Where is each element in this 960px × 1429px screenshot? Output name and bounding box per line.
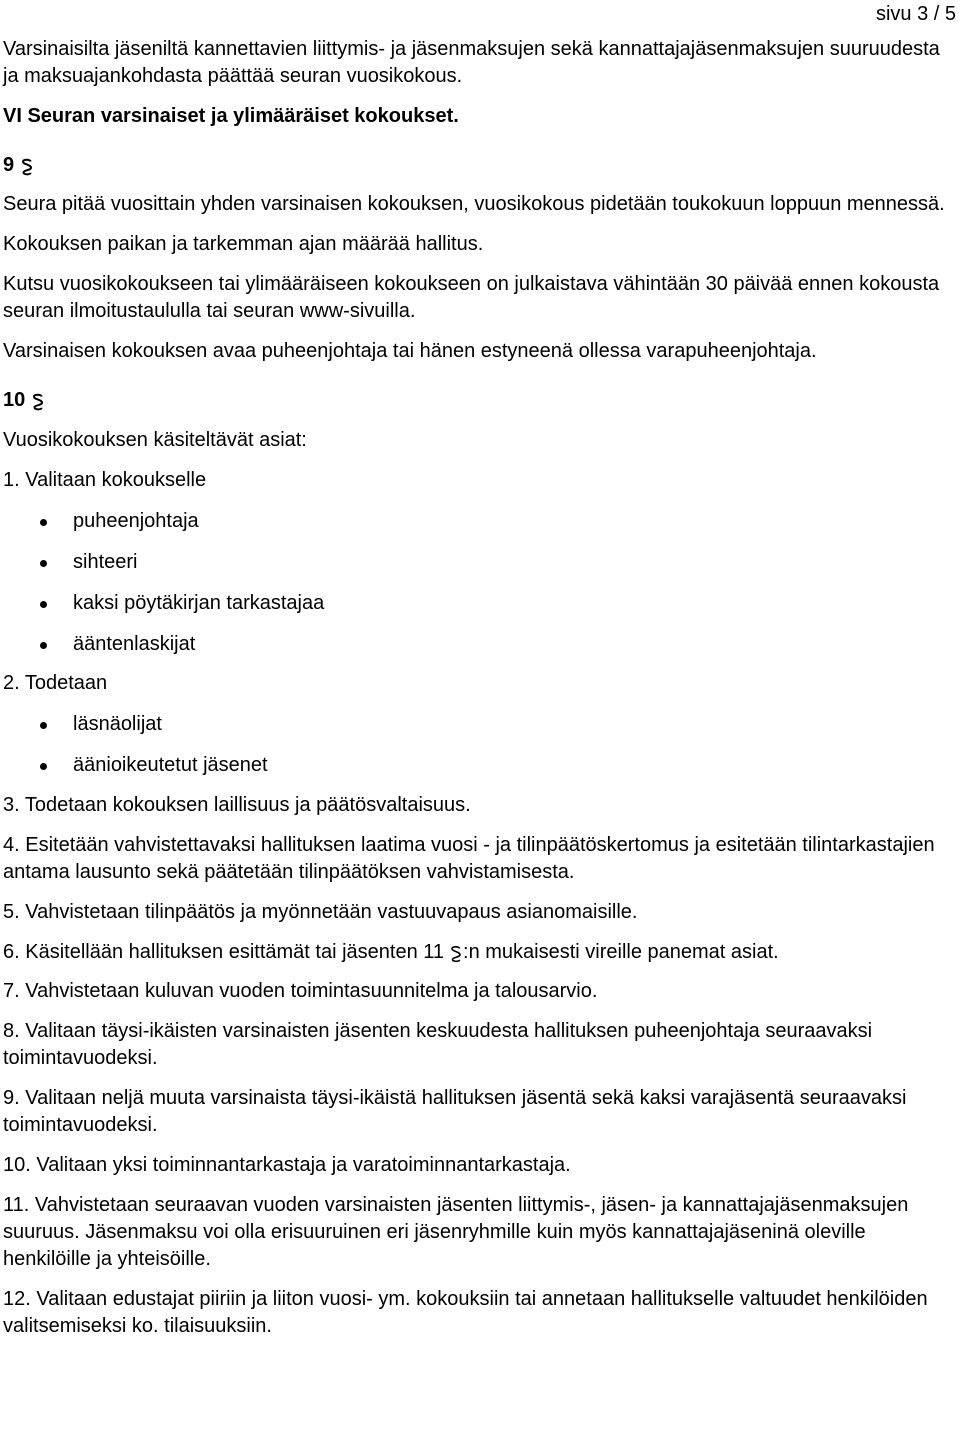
intro-paragraph: Varsinaisilta jäseniltä kannettavien liittymis- ja jäsenmaksujen sekä kannattajajäsenmaksujen suuruudesta ja maksuajankohdasta päättää seuran vuosikokous.	[3, 38, 940, 87]
agenda-item-10: 10. Valitaan yksi toiminnantarkastaja ja varatoiminnantarkastaja.	[3, 1154, 571, 1176]
agenda-item-5: 5. Vahvistetaan tilinpäätös ja myönnetään vastuuvapaus asianomaisille.	[3, 901, 638, 923]
agenda-item-7: 7. Vahvistetaan kuluvan vuoden toimintasuunnitelma ja talousarvio.	[3, 980, 598, 1002]
section-9-para-1: Seura pitää vuosittain yhden varsinaisen kokouksen, vuosikokous pidetään toukokuun loppuun mennessä.	[3, 193, 945, 215]
section-9-para-3: Kutsu vuosikokoukseen tai ylimääräiseen kokoukseen on julkaistava vähintään 30 päivää ennen kokousta seuran ilmoitustaululla tai seuran www-sivuilla.	[3, 273, 940, 322]
list-item: äänioikeutetut jäsenet	[3, 752, 953, 779]
agenda-item-12: 12. Valitaan edustajat piiriin ja liiton vuosi- ym. kokouksiin tai annetaan hallitukselle valtuudet henkilöiden valitsemiseksi ko. tilaisuuksiin.	[3, 1288, 928, 1337]
agenda-item-2: 2. Todetaan	[3, 672, 108, 694]
agenda-item-6: 6. Käsitellään hallituksen esittämät tai jäsenten 11 :n mukaisesti vireille panemat asiat.	[3, 941, 779, 963]
page-number: sivu 3 / 5	[875, 3, 956, 25]
section-10-heading	[3, 387, 953, 414]
section-sign-icon	[31, 393, 45, 411]
document-body	[3, 36, 953, 1340]
list-item: läsnäolijat	[3, 711, 953, 738]
bullet-icon	[40, 722, 47, 729]
agenda-item-2-list	[3, 711, 953, 779]
bullet-icon	[40, 763, 47, 770]
bullet-icon	[40, 642, 47, 649]
list-item: ääntenlaskijat	[3, 631, 953, 658]
agenda-item-1-list	[3, 508, 953, 658]
bullet-icon	[40, 519, 47, 526]
bullet-icon	[40, 601, 47, 608]
section-sign-icon	[20, 158, 34, 176]
section-10-intro: Vuosikokouksen käsiteltävät asiat:	[3, 429, 307, 451]
section-9-heading	[3, 152, 953, 179]
list-item: kaksi pöytäkirjan tarkastajaa	[3, 590, 953, 617]
chapter-heading: VI Seuran varsinaiset ja ylimääräiset kokoukset.	[3, 105, 459, 127]
list-item: sihteeri	[3, 549, 953, 576]
section-sign-icon	[449, 945, 463, 963]
section-9-para-4: Varsinaisen kokouksen avaa puheenjohtaja tai hänen estyneenä ollessa varapuheenjohtaja.	[3, 340, 817, 362]
section-10-number: 10	[3, 389, 26, 411]
list-item: puheenjohtaja	[3, 508, 953, 535]
agenda-item-3: 3. Todetaan kokouksen laillisuus ja päätösvaltaisuus.	[3, 794, 471, 816]
agenda-item-8: 8. Valitaan täysi-ikäisten varsinaisten jäsenten keskuudesta hallituksen puheenjohtaja seuraavaksi toimintavuodeksi.	[3, 1020, 873, 1069]
agenda-item-11: 11. Vahvistetaan seuraavan vuoden varsinaisten jäsenten liittymis-, jäsen- ja kannattajajäsenmaksujen suuruus. Jäsenmaksu voi olla erisuuruinen eri jäsenryhmille kuin myös kannattajajäseninä oleville henkilöille ja yhteisöille.	[3, 1194, 909, 1270]
agenda-item-4: 4. Esitetään vahvistettavaksi hallituksen laatima vuosi - ja tilinpäätöskertomus ja esitetään tilintarkastajien antama lausunto sekä päätetään tilinpäätöksen vahvistamisesta.	[3, 834, 935, 883]
agenda-item-9: 9. Valitaan neljä muuta varsinaista täysi-ikäistä hallituksen jäsentä sekä kaksi varajäsentä seuraavaksi toimintavuodeksi.	[3, 1087, 907, 1136]
agenda-item-1: 1. Valitaan kokoukselle	[3, 469, 207, 491]
section-9-number: 9	[3, 154, 15, 176]
bullet-icon	[40, 560, 47, 567]
section-9-para-2: Kokouksen paikan ja tarkemman ajan määrää hallitus.	[3, 233, 484, 255]
